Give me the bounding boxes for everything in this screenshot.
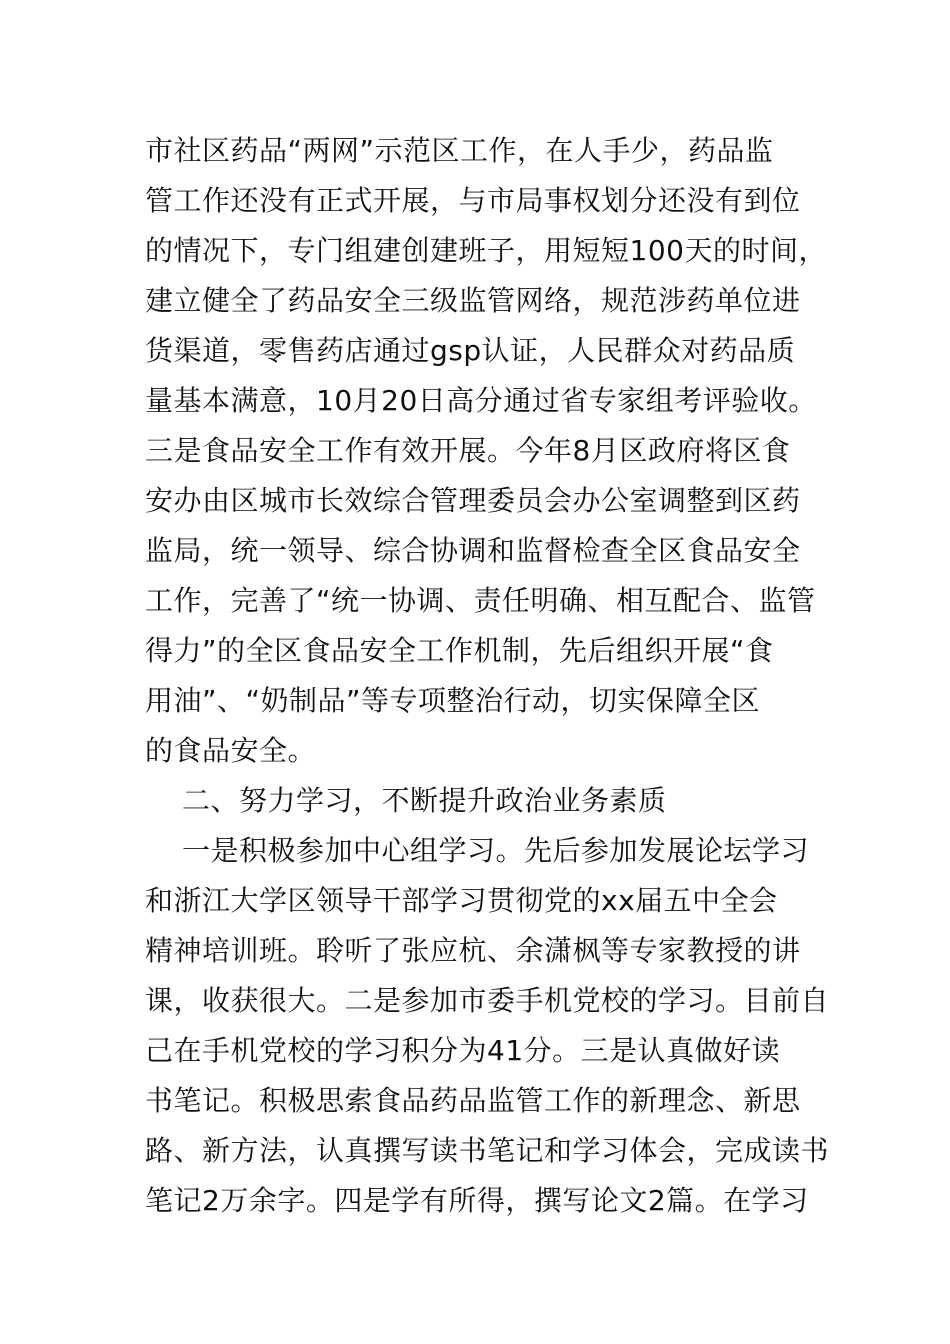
text-line: 建立健全了药品安全三级监管网络，规范涉药单位进 — [145, 284, 801, 317]
text-line: 用油”、“奶制品”等专项整治行动，切实保障全区 — [145, 684, 761, 717]
text-line: 货渠道，零售药店通过gsp认证，人民群众对药品质 — [145, 334, 796, 367]
text-line: 量基本满意，10月20日高分通过省专家组考评验收。 — [145, 384, 817, 417]
text-line: 路、新方法，认真撰写读书笔记和学习体会，完成读书 — [145, 1134, 830, 1167]
text-line: 安办由区城市长效综合管理委员会办公室调整到区药 — [145, 484, 801, 517]
text-line: 工作，完善了“统一协调、责任明确、相互配合、监管 — [145, 584, 816, 617]
section-heading: 二、努力学习，不断提升政治业务素质 — [182, 784, 667, 817]
text-line: 书笔记。积极思索食品药品监管工作的新理念、新思 — [145, 1084, 801, 1117]
text-line: 市社区药品“两网”示范区工作，在人手少，药品监 — [145, 134, 774, 167]
paragraph-start-line: 一是积极参加中心组学习。先后参加发展论坛学习 — [182, 834, 810, 867]
text-line: 课，收获很大。二是参加市委手机党校的学习。目前自 — [145, 984, 830, 1017]
text-line: 笔记2万余字。四是学有所得，撰写论文2篇。在学习 — [145, 1184, 809, 1217]
text-line: 的情况下，专门组建创建班子，用短短100天的时间， — [145, 234, 827, 267]
text-line: 己在手机党校的学习积分为41分。三是认真做好读 — [145, 1034, 781, 1067]
text-line: 管工作还没有正式开展，与市局事权划分还没有到位 — [145, 184, 801, 217]
text-line: 的食品安全。 — [145, 734, 317, 767]
text-line: 监局，统一领导、综合协调和监督检查全区食品安全 — [145, 534, 801, 567]
text-line: 和浙江大学区领导干部学习贯彻党的xx届五中全会 — [145, 884, 778, 917]
text-line: 得力”的全区食品安全工作机制，先后组织开展“食 — [145, 634, 774, 667]
text-line: 三是食品安全工作有效开展。今年8月区政府将区食 — [145, 434, 791, 467]
text-line: 精神培训班。聆听了张应杭、余潇枫等专家教授的讲 — [145, 934, 801, 967]
